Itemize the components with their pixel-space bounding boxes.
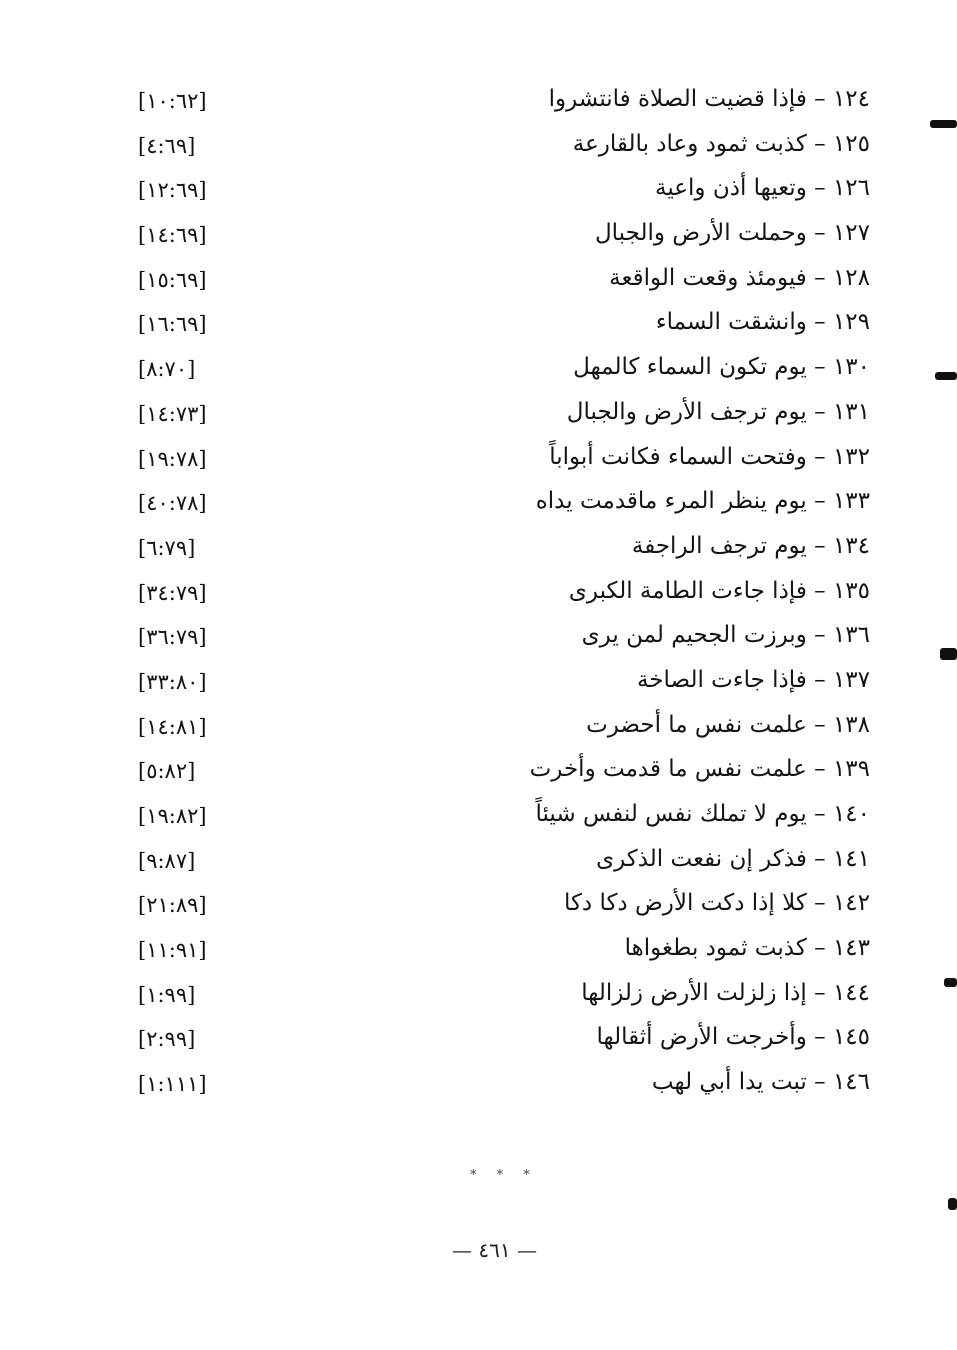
verse-text: ١٢٦ – وتعيها أذن واعية [655,175,870,202]
verse-text: ١٣٤ – يوم ترجف الراجفة [631,532,870,559]
verse-entry [130,574,870,619]
verse-entry [130,350,870,395]
verse-reference: [١٢:٦٩] [138,178,207,203]
verse-text: ١٤٣ – كذبت ثمود بطغواها [624,935,870,962]
verse-reference: [٩:٨٧] [138,848,196,873]
verse-reference: [١١:٩١] [138,938,207,963]
verse-text: ١٢٥ – كذبت ثمود وعاد بالقارعة [572,130,870,157]
verse-text: ١٤١ – فذكر إن نفعت الذكرى [596,845,870,872]
verse-reference: [٣٦:٧٩] [138,625,207,650]
verse-text: ١٤٤ – إذا زلزلت الأرض زلزالها [581,979,870,1006]
verse-entry [130,395,870,440]
page-number: — ٤٦١ — [452,1238,537,1262]
verse-text: ١٤٠ – يوم لا تملك نفس لنفس شيئاً [535,801,870,827]
verse-reference: [٥:٨٢] [138,759,196,784]
verse-reference: [٢١:٨٩] [138,893,207,918]
verse-reference: [٦:٧٩] [138,535,196,560]
verse-reference: [٤:٦٩] [138,133,196,158]
verse-entry [130,529,870,574]
verse-list [130,82,870,1110]
verse-entry [130,797,870,842]
verse-text: ١٣٥ – فإذا جاءت الطامة الكبرى [568,577,870,604]
verse-entry [130,261,870,306]
verse-text: ١٢٩ – وانشقت السماء [655,309,870,336]
verse-text: ١٣٧ – فإذا جاءت الصاخة [636,666,870,693]
verse-reference: [١:١١١] [138,1072,207,1097]
verse-reference: [٣٣:٨٠] [138,669,207,694]
verse-entry [130,127,870,172]
verse-reference: [١٤:٦٩] [138,223,207,248]
verse-entry [130,663,870,708]
scan-mark [935,372,957,380]
verse-entry [130,484,870,529]
verse-reference: [٨:٧٠] [138,357,196,382]
verse-text: ١٢٤ – فإذا قضيت الصلاة فانتشروا [548,86,870,112]
verse-entry [130,708,870,753]
verse-text: ١٣٣ – يوم ينظر المرء ماقدمت يداه [535,488,870,515]
verse-reference: [١٥:٦٩] [138,267,207,292]
verse-entry [130,842,870,887]
section-separator: * * * [470,1168,538,1183]
verse-entry [130,1065,870,1110]
scan-mark [948,1198,957,1210]
verse-entry [130,931,870,976]
verse-reference: [١٦:٦٩] [138,312,207,337]
scan-mark [944,978,957,987]
verse-entry [130,171,870,216]
verse-entry [130,216,870,261]
verse-reference: [١:٩٩] [138,982,196,1007]
verse-text: ١٣٢ – وفتحت السماء فكانت أبواباً [549,443,870,470]
verse-entry [130,1020,870,1065]
verse-text: ١٢٧ – وحملت الأرض والجبال [594,220,870,247]
scan-mark [930,120,957,128]
verse-text: ١٤٦ – تبت يدا أبي لهب [651,1069,870,1096]
verse-reference: [١٤:٧٣] [138,401,207,426]
verse-entry [130,886,870,931]
verse-reference: [٢:٩٩] [138,1027,196,1052]
verse-reference: [١٠:٦٢] [138,89,207,113]
verse-reference: [١٩:٧٨] [138,446,207,471]
scan-mark [940,648,957,660]
verse-text: ١٣٠ – يوم تكون السماء كالمهل [573,354,870,381]
verse-entry [130,440,870,485]
verse-text: ١٤٥ – وأخرجت الأرض أثقالها [596,1024,870,1051]
verse-text: ١٤٢ – كلا إذا دكت الأرض دكا دكا [563,890,870,917]
verse-entry [130,752,870,797]
verse-reference: [١٩:٨٢] [138,804,207,828]
verse-text: ١٣٨ – علمت نفس ما أحضرت [586,711,870,738]
verse-text: ١٣١ – يوم ترجف الأرض والجبال [566,398,870,425]
verse-entry [130,618,870,663]
verse-reference: [١٤:٨١] [138,714,207,739]
verse-text: ١٣٦ – وبرزت الجحيم لمن يرى [581,622,870,649]
verse-entry [130,976,870,1021]
verse-text: ١٣٩ – علمت نفس ما قدمت وأخرت [529,756,870,783]
verse-reference: [٣٤:٧٩] [138,580,207,605]
verse-text: ١٢٨ – فيومئذ وقعت الواقعة [609,264,870,291]
verse-entry [130,305,870,350]
verse-reference: [٤٠:٧٨] [138,491,207,516]
verse-entry [130,82,870,127]
